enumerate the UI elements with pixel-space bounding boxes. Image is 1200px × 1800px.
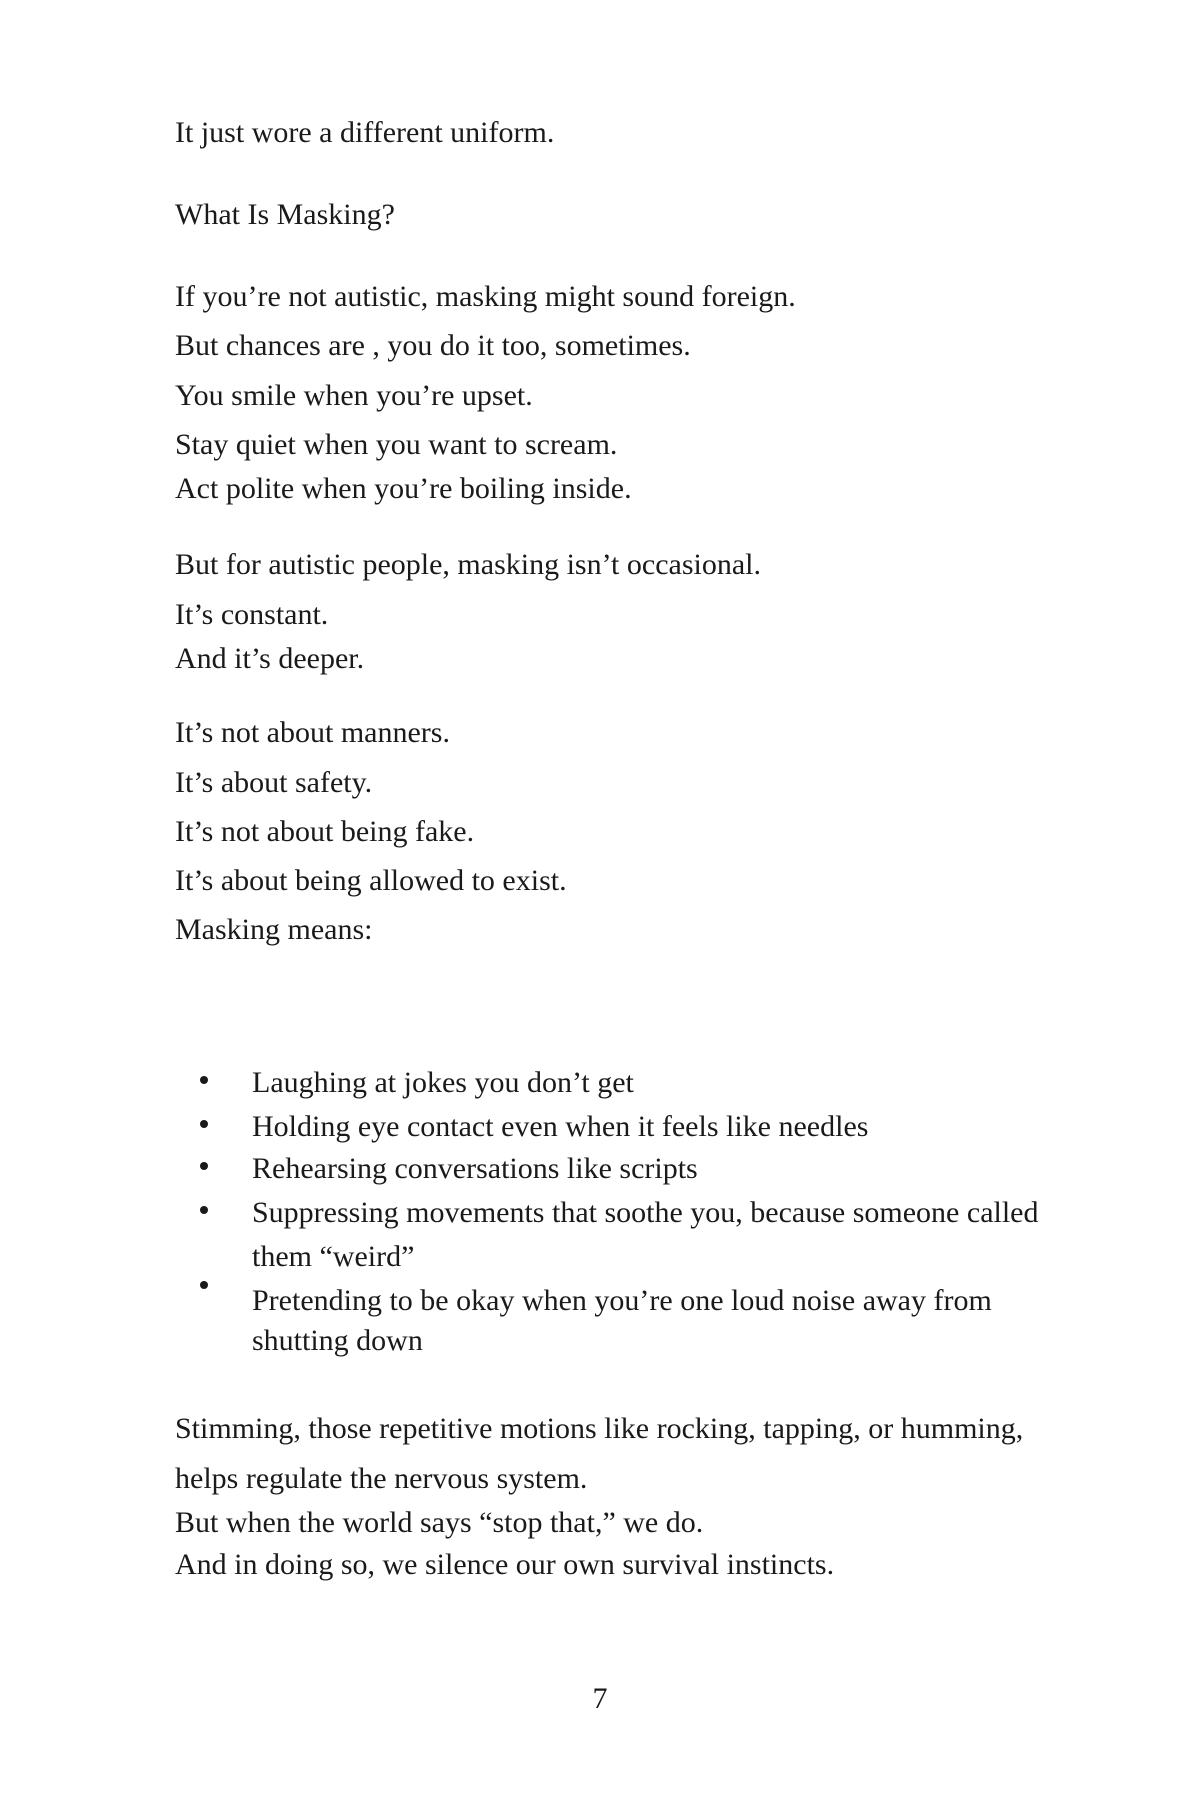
- paragraph-line: Act polite when you’re boiling inside.: [175, 472, 632, 505]
- list-item: Rehearsing conversations like scripts: [252, 1152, 698, 1185]
- paragraph-line: But when the world says “stop that,” we do.: [175, 1506, 704, 1539]
- paragraph-line: helps regulate the nervous system.: [175, 1462, 588, 1495]
- intro-line: It just wore a different uniform.: [175, 116, 555, 149]
- paragraph-line: It’s constant.: [175, 598, 329, 631]
- paragraph-line: And it’s deeper.: [175, 642, 365, 675]
- bullet-icon: [200, 1120, 208, 1128]
- paragraph-line: And in doing so, we silence our own survival instincts.: [175, 1548, 835, 1581]
- list-item: Holding eye contact even when it feels like needles: [252, 1110, 869, 1143]
- list-intro: Masking means:: [175, 913, 373, 946]
- bullet-icon: [200, 1162, 208, 1170]
- paragraph-line: If you’re not autistic, masking might sound foreign.: [175, 280, 796, 313]
- paragraph-line: You smile when you’re upset.: [175, 379, 533, 412]
- paragraph-line: Stimming, those repetitive motions like rocking, tapping, or humming,: [175, 1412, 1024, 1445]
- bullet-icon: [200, 1076, 208, 1084]
- paragraph-line: It’s not about manners.: [175, 716, 450, 749]
- paragraph-line: But for autistic people, masking isn’t occasional.: [175, 548, 761, 581]
- bullet-icon: [200, 1206, 208, 1214]
- paragraph-line: But chances are , you do it too, sometimes.: [175, 329, 691, 362]
- list-item-continuation: them “weird”: [252, 1240, 415, 1273]
- list-item: Laughing at jokes you don’t get: [252, 1066, 634, 1099]
- page-number: 7: [592, 1682, 608, 1715]
- paragraph-line: It’s about being allowed to exist.: [175, 864, 567, 897]
- paragraph-line: It’s about safety.: [175, 766, 373, 799]
- list-item-continuation: shutting down: [252, 1324, 423, 1357]
- list-item: Suppressing movements that soothe you, because someone called: [252, 1196, 1039, 1229]
- paragraph-line: Stay quiet when you want to scream.: [175, 428, 618, 461]
- bullet-icon: [200, 1281, 208, 1289]
- paragraph-line: It’s not about being fake.: [175, 815, 475, 848]
- section-heading: What Is Masking?: [175, 198, 395, 231]
- list-item: Pretending to be okay when you’re one loud noise away from: [252, 1284, 992, 1317]
